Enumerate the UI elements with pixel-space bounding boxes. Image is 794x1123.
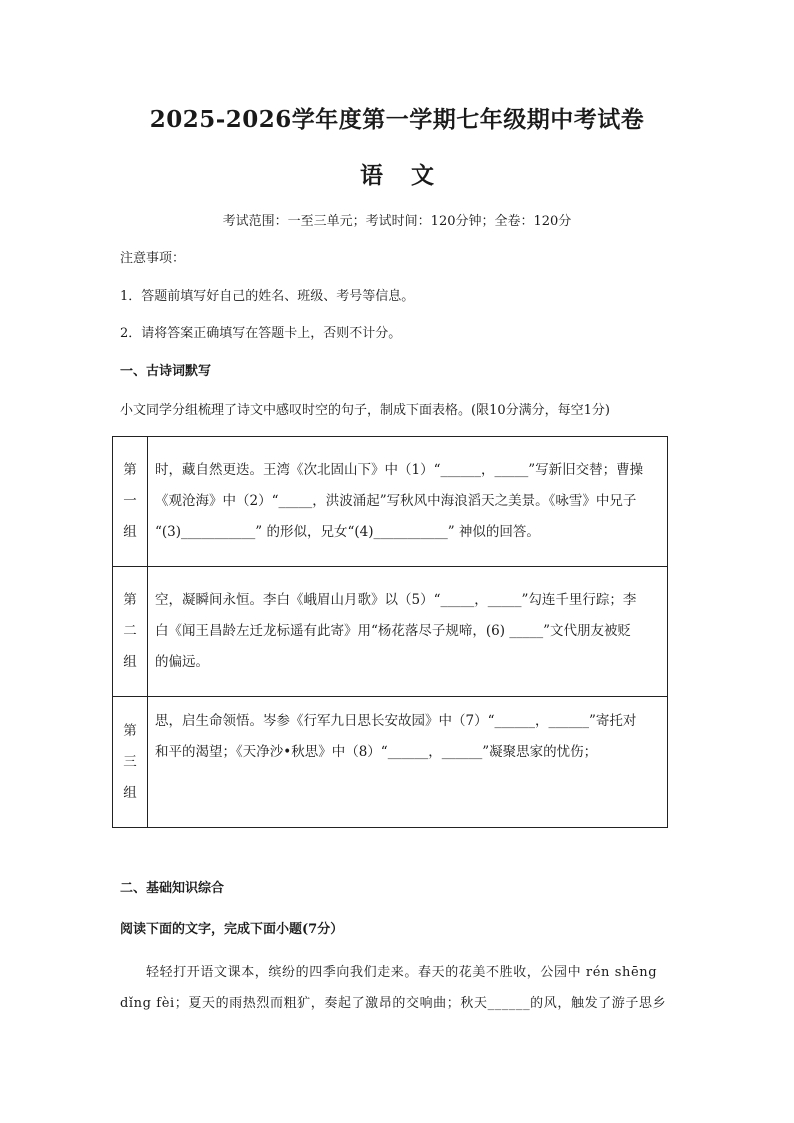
passage-line: 轻轻打开语文课本，缤纷的四季向我们走来。春天的花美不胜收，公园中 rén shēng	[146, 965, 658, 980]
section-heading: 二、基础知识综合	[120, 881, 225, 896]
subject-title: 语 文	[359, 162, 444, 189]
group-label: 第 二 组	[113, 567, 148, 697]
notes-item: 1．答题前填写好自己的姓名、班级、考号等信息。	[120, 289, 415, 304]
exam-info: 考试范围：一至三单元；考试时间：120分钟；全卷：120分	[222, 214, 572, 229]
passage-line: dǐng fèi；夏天的雨热烈而粗犷，奏起了激昂的交响曲；秋天______的风，触发了游子思乡	[120, 996, 667, 1011]
table-row	[113, 697, 668, 828]
group-label: 第 三 组	[113, 697, 148, 828]
table-row	[113, 567, 668, 697]
page-title: 2025-2026学年度第一学期七年级期中考试卷	[149, 106, 645, 133]
section-subheading: 阅读下面的文字，完成下面小题(7分）	[120, 922, 344, 937]
table-row	[113, 437, 668, 567]
group-label: 第 一 组	[113, 437, 148, 567]
notes-item: 2．请将答案正确填写在答题卡上，否则不计分。	[120, 326, 402, 341]
notes-heading: 注意事项：	[120, 251, 186, 266]
group-content: 思，启生命领悟。岑参《行军九日思长安故园》中（7）“______，______”寄托对 和平的渴望；《天净沙•秋思》中（8）“______，______”凝聚思家的忧伤；	[148, 697, 668, 828]
group-content: 空，凝瞬间永恒。李白《峨眉山月歌》以（5）“_____，_____”勾连千里行踪；李 白《闻王昌龄左迁龙标遥有此寄》用“杨花落尽子规啼，(6) _____”文代朋友被贬 的偏远。	[148, 567, 668, 697]
group-content: 时，藏自然更迭。王湾《次北固山下》中（1）“______，_____”写新旧交替；曹操 《观沧海》中（2）“_____，洪波涌起”写秋风中海浪滔天之美景。《咏雪》中兄子 “(3)___________” 的形似，兄女“(4)___________” 神似的回答。	[148, 437, 668, 567]
section-heading: 一、古诗词默写	[120, 364, 212, 379]
poem-table	[112, 436, 668, 828]
section-intro: 小文同学分组梳理了诗文中感叹时空的句子，制成下面表格。(限10分满分，每空1分)	[120, 403, 610, 418]
